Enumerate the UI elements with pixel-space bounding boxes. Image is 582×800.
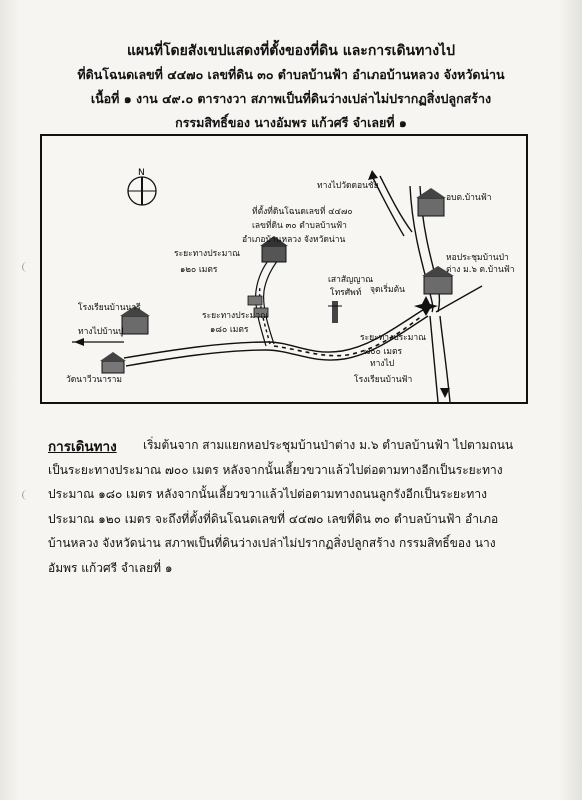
label-parcel-1: ที่ตั้งที่ดินโฉนดเลขที่ ๔๔๗๐	[252, 207, 353, 217]
north-label: N	[138, 168, 145, 178]
punch-hole-mark	[22, 490, 33, 500]
label-dist180-1: ระยะทางประมาณ	[202, 311, 268, 321]
label-dist700-3: ทางไป	[370, 359, 395, 369]
label-parcel-3: อำเภอบ้านหลวง จังหวัดน่าน	[242, 235, 346, 245]
telephone-pole-icon	[328, 301, 342, 323]
directions-text: เริ่มต้นจาก สามแยกหอประชุมบ้านป่าต่าง ม.๖ ตำบลบ้านฟ้า ไปตามถนนเป็นระยะทางประมาณ ๗๐๐ เมตร หลังจากนั้นเลี้ยวขวาแล้วไปต่อตามทางอีกเป็นระยะทางประมาณ ๑๘๐ เมตร หลังจากนั้นเลี้ยวขวาแล้วไปต่อตามทางถนนลูกรังอีกเป็นระยะทางประมาณ ๑๒๐ เมตร จะถึงที่ตั้งที่ดินโฉนดเลขที่ ๔๔๗๐ เลขที่ดิน ๓๐ ตำบลบ้านฟ้า อำเภอบ้านหลวง จังหวัดน่าน สภาพเป็นที่ดินว่างเปล่าไม่ปรากฏสิ่งปลูกสร้าง กรรมสิทธิ์ของ นางอัมพร แก้วศรี จำเลยที่ ๑	[48, 438, 514, 575]
title-line-deed: ที่ดินโฉนดเลขที่ ๔๔๗๐ เลขที่ดิน ๓๐ ตำบลบ้านฟ้า อำเภอบ้านหลวง จังหวัดน่าน	[77, 67, 505, 82]
label-to-chaiyan: ทางไปวัดดอนชัย	[317, 181, 379, 191]
label-hall-1: หอประชุมบ้านป่า	[446, 253, 509, 263]
punch-hole-mark	[22, 262, 33, 272]
label-school-banwari: โรงเรียนบ้านนารี	[78, 303, 141, 313]
label-dist120-1: ระยะทางประมาณ	[174, 249, 240, 259]
temple-icon	[100, 352, 126, 373]
label-pole-1: เสาสัญญาณ	[328, 275, 374, 285]
label-dist180-2: ๑๘๐ เมตร	[210, 325, 249, 335]
label-start: จุดเริ่มต้น	[370, 285, 405, 295]
label-school-banfa: โรงเรียนบ้านฟ้า	[354, 375, 413, 385]
document-title: แผนที่โดยสังเขปแสดงที่ตั้งของที่ดิน และการเดินทางไป	[127, 43, 455, 59]
label-sao: อบต.บ้านฟ้า	[446, 193, 492, 203]
map-frame	[40, 134, 528, 404]
label-parcel-2: เลขที่ดิน ๓๐ ตำบลบ้านฟ้า	[252, 221, 347, 231]
label-dist700-2: ๗๐๐ เมตร	[364, 347, 403, 357]
arrow-left-icon	[74, 338, 84, 346]
title-line-owner: กรรมสิทธิ์ของ นางอัมพร แก้วศรี จำเลยที่ ๑	[175, 115, 407, 130]
label-to-banpu: ทางไปบ้านปู่	[78, 327, 124, 337]
label-pole-2: โทรศัพท์	[330, 288, 362, 298]
label-dist120-2: ๑๒๐ เมตร	[180, 265, 218, 275]
label-hall-2: ต่าง ม.๖ ต.บ้านฟ้า	[446, 265, 515, 275]
label-dist700-1: ระยะทางประมาณ	[360, 333, 426, 343]
north-arrow-icon	[128, 177, 156, 205]
arrow-up-icon	[368, 170, 378, 180]
label-temple: วัดนาวีวนาราม	[66, 375, 122, 385]
title-line-area: เนื้อที่ ๑ งาน ๔๙.๐ ตารางวา สภาพเป็นที่ดินว่างเปล่าไม่ปรากฏสิ่งปลูกสร้าง	[90, 91, 492, 106]
directions-heading: การเดินทาง	[48, 439, 117, 455]
